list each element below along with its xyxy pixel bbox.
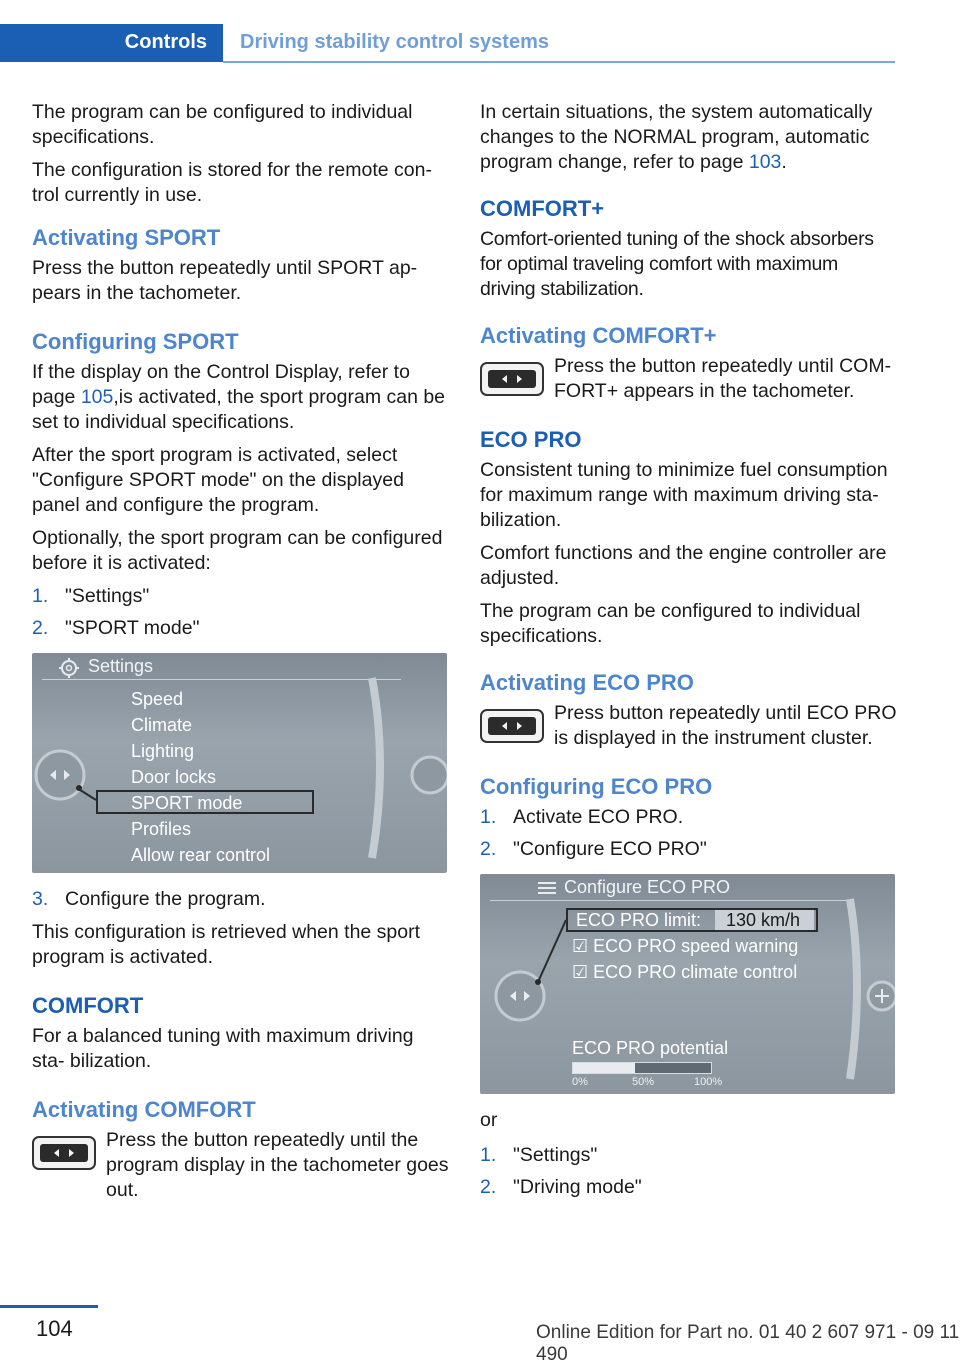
list-item: 1. Activate ECO PRO. xyxy=(480,806,684,828)
eco-pro-potential-label: ECO PRO potential xyxy=(572,1038,729,1058)
list-item: 1. "Settings" xyxy=(480,1144,598,1166)
edition-note: Online Edition for Part no. 01 40 2 607 971 - 09 11 490 xyxy=(536,1322,960,1365)
eco-pro-limit-label[interactable]: ECO PRO limit: xyxy=(576,910,702,930)
instruction-with-button xyxy=(480,354,898,406)
header-section-label: Controls xyxy=(124,31,207,53)
paragraph: For a balanced tuning with maximum driving sta- bilization. xyxy=(32,1025,414,1072)
heading-configuring-sport: Configuring SPORT xyxy=(32,329,239,354)
menu-item[interactable]: Door locks xyxy=(131,767,217,787)
paragraph: After the sport program is activated, select "Configure SPORT mode" on the displayed panel and configure the program. xyxy=(32,444,404,516)
heading-comfort-plus: COMFORT+ xyxy=(480,196,605,221)
instruction-with-button xyxy=(480,701,898,753)
controller-graphic xyxy=(32,653,447,873)
paragraph: Press the button repeatedly until the program display in the tachometer goes out. xyxy=(106,1129,449,1201)
checkbox-speed-warning[interactable]: ☑ ECO PRO speed warning xyxy=(572,936,799,956)
eco-pro-limit-value[interactable]: 130 km/h xyxy=(726,910,801,930)
heading-configuring-eco-pro: Configuring ECO PRO xyxy=(480,774,713,799)
menu-item[interactable]: Allow rear control xyxy=(131,845,271,865)
tick-label: 100% xyxy=(694,1076,723,1088)
driving-mode-button-icon xyxy=(32,1136,96,1170)
paragraph: Press the button repeatedly until COM- FORT+ appears in the tachometer. xyxy=(554,355,892,402)
steps-list xyxy=(32,584,450,641)
right-column xyxy=(480,100,898,1208)
paragraph: Press the button repeatedly until SPORT ap- pears in the tachometer. xyxy=(32,257,418,304)
steps-list xyxy=(32,887,450,912)
list-item: 2. "SPORT mode" xyxy=(32,617,200,639)
driving-mode-button-icon xyxy=(480,709,544,743)
page-link-103[interactable]: 103 xyxy=(748,151,782,173)
paragraph: If the display on the Control Display, refer to page 105,is activated, the sport program can be set to individual specifications. xyxy=(32,361,446,433)
screen-title: Configure ECO PRO xyxy=(564,877,731,897)
heading-activating-eco-pro: Activating ECO PRO xyxy=(480,670,694,695)
controller-graphic xyxy=(480,874,895,1094)
menu-item[interactable]: Climate xyxy=(131,715,193,735)
heading-activating-comfort: Activating COMFORT xyxy=(32,1097,256,1122)
left-column xyxy=(32,100,450,1209)
header-title: Driving stability control systems xyxy=(240,31,549,53)
paragraph: Comfort functions and the engine controller are adjusted. xyxy=(480,542,887,589)
menu-item[interactable]: Speed xyxy=(131,689,184,709)
heading-activating-comfort-plus: Activating COMFORT+ xyxy=(480,323,717,348)
page-number: 104 xyxy=(36,1316,73,1341)
paragraph: Consistent tuning to minimize fuel consumption for maximum range with maximum driving sta- bilization. xyxy=(480,459,888,531)
paragraph: In certain situations, the system automatically changes to the NORMAL program, automatic program change, refer to page 103. xyxy=(480,101,873,173)
paragraph: Comfort-oriented tuning of the shock absorbers for optimal traveling comfort with maximum driving stabilization. xyxy=(480,228,874,300)
menu-item[interactable]: Profiles xyxy=(131,819,192,839)
tick-label: 0% xyxy=(572,1076,588,1088)
list-item: 3. Configure the program. xyxy=(32,888,266,910)
heading-comfort: COMFORT xyxy=(32,993,144,1018)
heading-eco-pro: ECO PRO xyxy=(480,427,582,452)
paragraph: The configuration is stored for the remote con- trol currently in use. xyxy=(32,159,432,206)
instruction-with-button xyxy=(32,1128,450,1203)
list-item: 1. "Settings" xyxy=(32,585,150,607)
configure-eco-pro-screen xyxy=(480,874,895,1094)
paragraph: Optionally, the sport program can be configured before it is activated: xyxy=(32,527,443,574)
menu-item[interactable]: Lighting xyxy=(131,741,195,761)
tick-label: 50% xyxy=(632,1076,655,1088)
list-item: 2. "Configure ECO PRO" xyxy=(480,838,707,860)
paragraph: This configuration is retrieved when the sport program is activated. xyxy=(32,921,421,968)
checkbox-climate-control[interactable]: ☑ ECO PRO climate control xyxy=(572,962,798,982)
header-rule xyxy=(223,61,895,63)
settings-menu-screen xyxy=(32,653,447,873)
footer-rule xyxy=(0,1305,98,1308)
paragraph: The program can be configured to individual specifications. xyxy=(480,600,861,647)
driving-mode-button-icon xyxy=(480,362,544,396)
page-link-105[interactable]: 105 xyxy=(80,386,114,408)
paragraph: or xyxy=(480,1109,498,1131)
paragraph: Press button repeatedly until ECO PRO is displayed in the instrument cluster. xyxy=(554,702,897,749)
header-section-tab xyxy=(0,24,223,62)
paragraph: The program can be configured to individual specifications. xyxy=(32,101,413,148)
menu-item-selected[interactable]: SPORT mode xyxy=(131,793,243,813)
steps-list xyxy=(480,805,898,862)
heading-activating-sport: Activating SPORT xyxy=(32,225,221,250)
steps-list xyxy=(480,1143,898,1200)
list-item: 2. "Driving mode" xyxy=(480,1176,642,1198)
screen-title: Settings xyxy=(88,656,154,676)
